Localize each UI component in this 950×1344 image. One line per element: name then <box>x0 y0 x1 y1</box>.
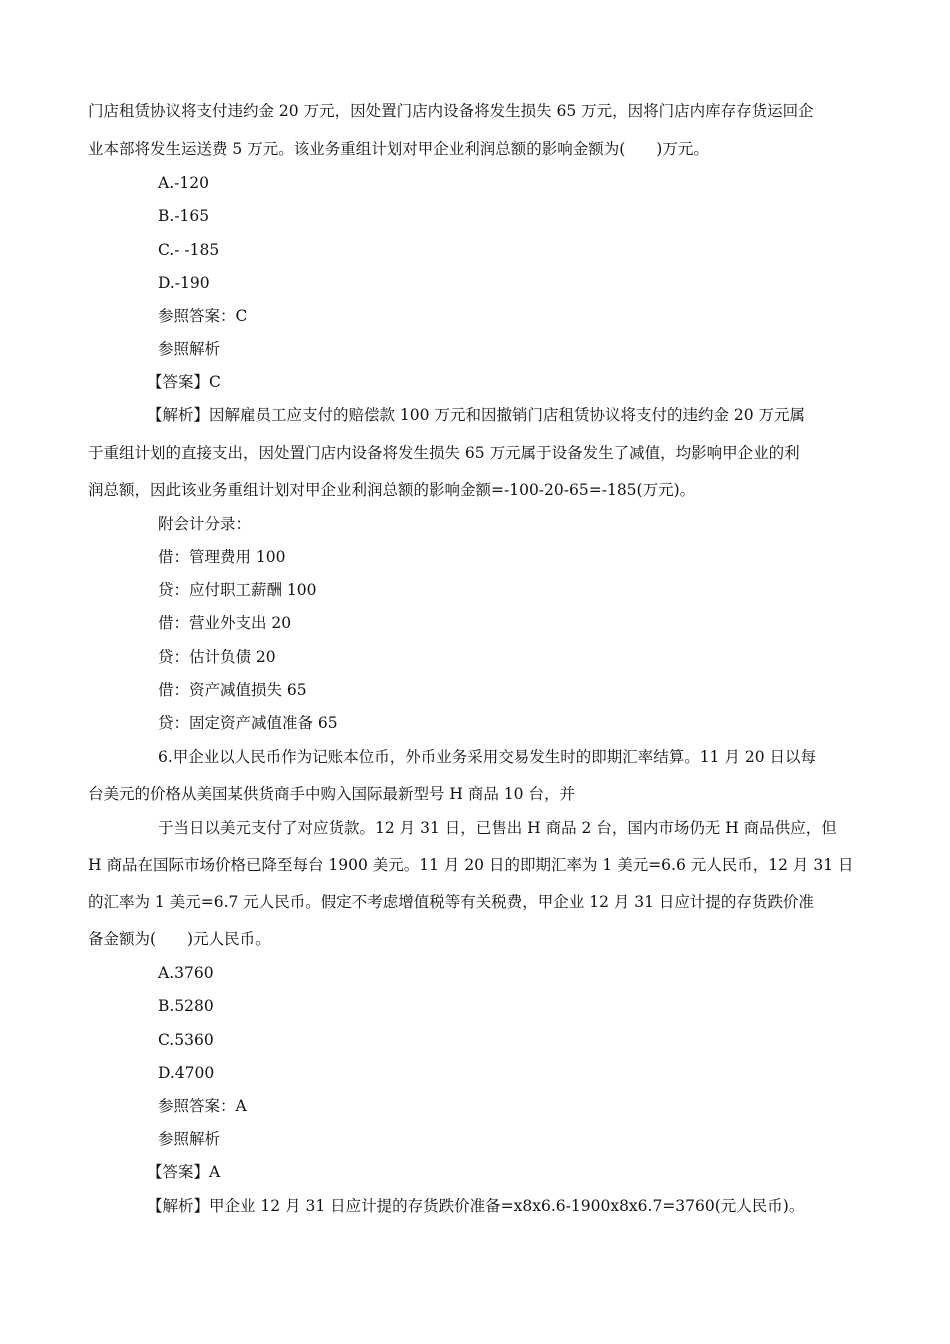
q6-stem-line-2: 台美元的价格从美国某供货商手中购入国际最新型号 H 商品 10 台，并 <box>88 785 575 803</box>
q5-answer-tag: 【答案】C <box>147 373 221 391</box>
q5-entries-heading: 附会计分录： <box>158 515 252 533</box>
q5-option-b: B.-165 <box>158 207 210 225</box>
q5-entry-1: 借：管理费用 100 <box>158 548 286 566</box>
q5-explanation-line-3: 润总额，因此该业务重组计划对甲企业利润总额的影响金额=-100-20-65=-185(万元)。 <box>88 481 696 499</box>
q5-option-a: A.-120 <box>158 174 209 192</box>
q5-entry-6: 贷：固定资产减值准备 65 <box>158 714 338 732</box>
q5-entry-5: 借：资产减值损失 65 <box>158 681 307 699</box>
q6-stem-line-6: 备金额为( )元人民币。 <box>88 930 271 948</box>
q5-stem-line-2: 业本部将发生运送费 5 万元。该业务重组计划对甲企业利润总额的影响金额为( )万元。 <box>88 140 709 158</box>
q6-stem-line-1: 6.甲企业以人民币作为记账本位币，外币业务采用交易发生时的即期汇率结算。11 月 20 日以每 <box>158 748 817 766</box>
q6-analysis-heading: 参照解析 <box>158 1130 221 1148</box>
q5-stem-line-1: 门店租赁协议将支付违约金 20 万元，因处置门店内设备将发生损失 65 万元，因将门店内库存存货运回企 <box>88 102 814 120</box>
q5-reference-answer: 参照答案：C <box>158 307 248 325</box>
q5-explanation-line-1: 【解析】因解雇员工应支付的赔偿款 100 万元和因撤销门店租赁协议将支付的违约金 20 万元属 <box>147 406 806 424</box>
q6-stem-line-5: 的汇率为 1 美元=6.7 元人民币。假定不考虑增值税等有关税费，甲企业 12 月 31 日应计提的存货跌价准 <box>88 893 814 911</box>
q5-option-d: D.-190 <box>158 274 210 292</box>
q5-analysis-heading: 参照解析 <box>158 340 221 358</box>
q6-option-b: B.5280 <box>158 997 214 1015</box>
q6-stem-line-4: H 商品在国际市场价格已降至每台 1900 美元。11 月 20 日的即期汇率为 1 美元=6.6 元人民币，12 月 31 日 <box>88 856 854 874</box>
q6-option-c: C.5360 <box>158 1031 214 1049</box>
q5-entry-2: 贷：应付职工薪酬 100 <box>158 581 317 599</box>
q6-option-a: A.3760 <box>158 964 214 982</box>
q5-entry-4: 贷：估计负债 20 <box>158 648 276 666</box>
q5-entry-3: 借：营业外支出 20 <box>158 614 292 632</box>
q6-stem-line-3: 于当日以美元支付了对应货款。12 月 31 日，已售出 H 商品 2 台，国内市场仍无 H 商品供应，但 <box>158 819 837 837</box>
q6-explanation: 【解析】甲企业 12 月 31 日应计提的存货跌价准备=x8x6.6-1900x8x6.7=3760(元人民币)。 <box>147 1197 805 1215</box>
q5-explanation-line-2: 于重组计划的直接支出，因处置门店内设备将发生损失 65 万元属于设备发生了减值，均影响甲企业的利 <box>88 444 800 462</box>
q6-option-d: D.4700 <box>158 1064 215 1082</box>
q5-option-c: C.- -185 <box>158 241 220 259</box>
q6-answer-tag: 【答案】A <box>147 1163 221 1181</box>
q6-reference-answer: 参照答案：A <box>158 1097 247 1115</box>
